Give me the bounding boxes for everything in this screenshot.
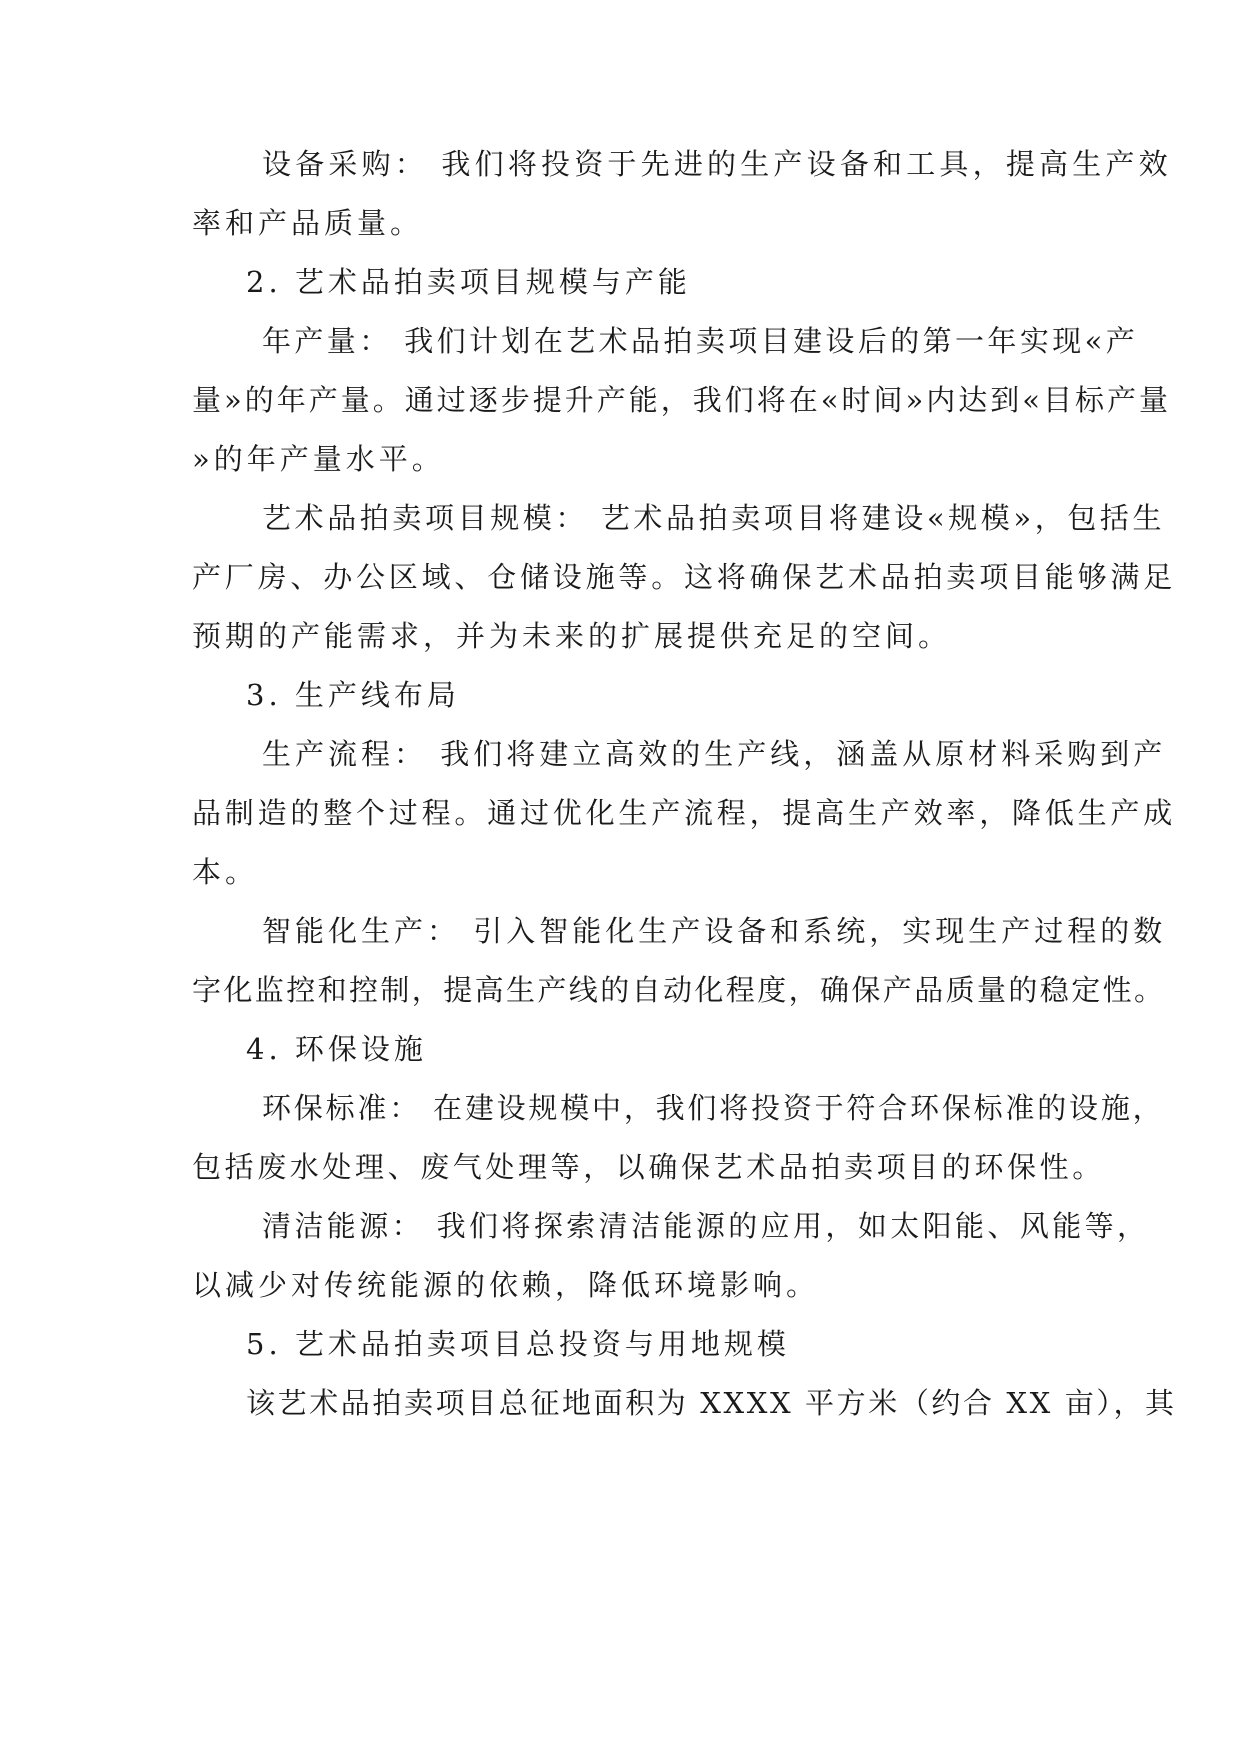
paragraph-scale-line-1: 艺术品拍卖项目规模： 艺术品拍卖项目将建设«规模»，包括生 <box>262 501 1166 535</box>
section-heading-4: 4. 环保设施 <box>246 1032 427 1066</box>
paragraph-clean-energy-line-2: 以减少对传统能源的依赖，降低环境影响。 <box>192 1268 820 1302</box>
section-heading-5: 5. 艺术品拍卖项目总投资与用地规模 <box>246 1327 790 1361</box>
paragraph-equipment-line-1: 设备采购： 我们将投资于先进的生产设备和工具，提高生产效 <box>262 147 1172 181</box>
section-heading-2: 2. 艺术品拍卖项目规模与产能 <box>246 265 691 299</box>
paragraph-scale-line-3: 预期的产能需求，并为未来的扩展提供充足的空间。 <box>192 619 952 653</box>
paragraph-equipment-line-2: 率和产品质量。 <box>192 206 424 240</box>
paragraph-process-line-3: 本。 <box>192 855 259 889</box>
paragraph-output-line-3: »的年产量水平。 <box>192 442 445 476</box>
paragraph-env-standard-line-2: 包括废水处理、废气处理等，以确保艺术品拍卖项目的环保性。 <box>192 1150 1105 1184</box>
paragraph-smart-line-1: 智能化生产： 引入智能化生产设备和系统，实现生产过程的数 <box>262 914 1167 948</box>
paragraph-env-standard-line-1: 环保标准： 在建设规模中，我们将投资于符合环保标准的设施， <box>262 1091 1165 1125</box>
paragraph-output-line-2: 量»的年产量。通过逐步提升产能，我们将在«时间»内达到«目标产量 <box>192 383 1171 417</box>
paragraph-process-line-1: 生产流程： 我们将建立高效的生产线，涵盖从原材料采购到产 <box>262 737 1167 771</box>
paragraph-smart-line-2: 字化监控和控制，提高生产线的自动化程度，确保产品质量的稳定性。 <box>192 973 1166 1007</box>
section-heading-3: 3. 生产线布局 <box>246 678 460 712</box>
paragraph-investment-line-1: 该艺术品拍卖项目总征地面积为 XXXX 平方米（约合 XX 亩），其 <box>246 1386 1177 1420</box>
paragraph-scale-line-2: 产厂房、办公区域、仓储设施等。这将确保艺术品拍卖项目能够满足 <box>192 560 1177 594</box>
paragraph-process-line-2: 品制造的整个过程。通过优化生产流程，提高生产效率，降低生产成 <box>192 796 1177 830</box>
paragraph-output-line-1: 年产量： 我们计划在艺术品拍卖项目建设后的第一年实现«产 <box>262 324 1139 358</box>
paragraph-clean-energy-line-1: 清洁能源： 我们将探索清洁能源的应用，如太阳能、风能等， <box>262 1209 1150 1243</box>
